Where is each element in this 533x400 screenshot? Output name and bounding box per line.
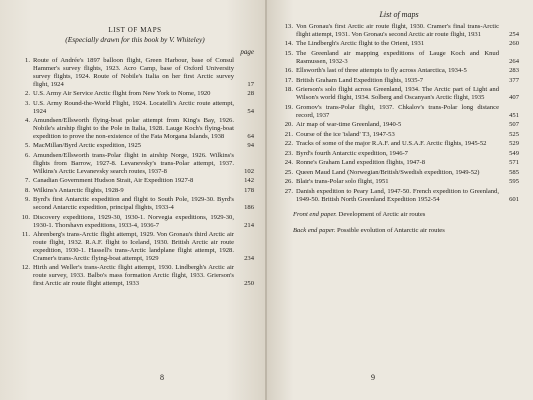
entry-number: 24. xyxy=(284,159,293,167)
entry-number: 3. xyxy=(25,99,30,107)
map-entry xyxy=(279,178,519,186)
entry-number: 16. xyxy=(284,67,293,75)
map-entry xyxy=(279,86,519,102)
entry-page: 451 xyxy=(509,111,519,119)
entry-page: 28 xyxy=(247,90,254,98)
entry-text: Ahrenberg's trans-Arctic flight attempt, 1929. Von Gronau's third Arctic air route flight, 1932. R.A.F. flight to Iceland, 1930. British Arctic air route expedition, 1930-1. Hassell's trans-Arctic landplane flight attempt, 1928. Cramer's trans-Arctic flying-boat attempt, 1929 xyxy=(33,231,234,262)
map-entry xyxy=(16,196,254,212)
entry-page: 260 xyxy=(509,40,519,48)
entry-number: 11. xyxy=(22,231,30,239)
map-entry xyxy=(16,264,254,288)
map-entry xyxy=(279,150,519,158)
map-entry xyxy=(16,152,254,176)
entry-number: 9. xyxy=(25,196,30,204)
entry-number: 8. xyxy=(25,186,30,194)
entry-number: 10. xyxy=(21,213,30,221)
front-end-paper-note xyxy=(293,211,519,219)
map-list-left xyxy=(16,57,254,288)
entry-number: 27. xyxy=(284,187,293,195)
entry-text: Wilkins's Antarctic flights, 1928-9 xyxy=(33,186,124,194)
right-page xyxy=(267,0,533,400)
entry-text: Discovery expeditions, 1929-30, 1930-1. Norvegia expeditions, 1929-30, 1930-1. Thorshavn expeditions, 1933-4, 1936-7 xyxy=(33,213,234,229)
entry-page: 585 xyxy=(509,168,519,176)
map-entry xyxy=(16,100,254,116)
entry-page: 283 xyxy=(509,67,519,75)
entry-page: 254 xyxy=(509,30,519,38)
entry-text: British Graham Land Expedition flights, 1935-7 xyxy=(296,76,424,84)
entry-text: Danish expedition to Peary Land, 1947-50. French expedition to Greenland, 1949-50. British North Greenland Expedition 1952-54 xyxy=(296,187,499,203)
entry-page: 234 xyxy=(244,254,254,262)
entry-number: 7. xyxy=(25,177,30,185)
entry-number: 15. xyxy=(284,49,293,57)
front-end-paper-text: Development of Arctic air routes xyxy=(336,211,426,219)
entry-text: The Greenland air mapping expeditions of Lauge Koch and Knud Rasmussen, 1932-3 xyxy=(296,49,499,65)
map-entry xyxy=(16,187,254,195)
entry-page: 94 xyxy=(247,142,254,150)
entry-page: 571 xyxy=(509,159,519,167)
entry-number: 20. xyxy=(284,121,293,129)
list-title: LIST OF MAPS xyxy=(108,26,162,34)
map-entry xyxy=(16,117,254,141)
map-entry xyxy=(16,214,254,230)
entry-text: Blair's trans-Polar solo flight, 1951 xyxy=(296,178,389,186)
entry-number: 12. xyxy=(21,264,30,272)
back-end-paper-text: Possible evolution of Antarctic air routes xyxy=(335,227,445,235)
left-page xyxy=(0,0,266,400)
entry-page: 529 xyxy=(509,140,519,148)
map-entry xyxy=(16,177,254,185)
entry-number: 14. xyxy=(284,40,293,48)
entry-number: 13. xyxy=(284,23,293,30)
map-entry xyxy=(279,67,519,75)
map-entry xyxy=(279,104,519,120)
entry-page: 264 xyxy=(509,57,519,65)
map-list-right xyxy=(279,23,519,203)
entry-text: Von Gronau's first Arctic air route flight, 1930. Cramer's final trans-Arctic flight attempt, 1931. Von Gronau's second Arctic air route flight, 1931 xyxy=(296,23,499,38)
entry-page: 17 xyxy=(247,80,254,88)
entry-text: Ronne's Graham Land expedition flights, 1947-8 xyxy=(296,159,426,167)
entry-page: 64 xyxy=(247,132,254,140)
entry-number: 22. xyxy=(284,140,293,148)
entry-text: Hirth and Weller's trans-Arctic flight attempt, 1930. Lindbergh's Arctic air route survey, 1933. Balbo's mass formation Arctic flight, 1933. Grierson's first Arctic air route flight attempt, 1933 xyxy=(33,264,234,288)
back-end-paper-note xyxy=(293,227,519,235)
entry-page: 377 xyxy=(509,76,519,84)
front-end-paper-lead: Front end paper. xyxy=(293,211,337,219)
page-column-heading: page xyxy=(240,48,254,56)
map-entry xyxy=(279,121,519,129)
entry-number: 6. xyxy=(25,151,30,159)
entry-text: Ellsworth's last of three attempts to fly across Antarctica, 1934-5 xyxy=(296,67,467,75)
entry-page: 549 xyxy=(509,149,519,157)
entry-text: Route of Andrée's 1897 balloon flight, Green Harbour, base of Consul Hammer's survey flights, 1923. Acro Camp, base of Oxford University survey flights, 1924. Route of Nobile's Italia on her first Arctic survey flight, 1924 xyxy=(33,57,234,88)
page-number-right: 9 xyxy=(371,373,375,382)
entry-text: Byrd's fourth Antarctic expedition, 1946-7 xyxy=(296,149,408,157)
map-entry xyxy=(279,140,519,148)
entry-page: 186 xyxy=(244,204,254,212)
list-subtitle: (Especially drawn for this book by V. Whiteley) xyxy=(65,35,205,44)
entry-text: MacMillan/Byrd Arctic expedition, 1925 xyxy=(33,142,142,150)
map-entry xyxy=(16,142,254,150)
entry-text: U.S. Army Air Service Arctic flight from New York to Nome, 1920 xyxy=(33,90,211,98)
map-entry xyxy=(16,57,254,89)
entry-number: 26. xyxy=(284,178,293,186)
entry-page: 102 xyxy=(244,167,254,175)
entry-text: Grierson's solo flight across Greenland, 1934. The Arctic part of Light and Wilson's world flight, 1934. Solberg and Oscanyan's Arctic flight, 1935 xyxy=(296,86,499,102)
entry-text: Canadian Government Hudson Strait, Air Expedition 1927-8 xyxy=(33,177,194,185)
map-entry xyxy=(279,159,519,167)
entry-number: 5. xyxy=(25,142,30,150)
entry-number: 2. xyxy=(25,90,30,98)
entry-text: Amundsen/Ellsworth flying-boat polar attempt from King's Bay, 1926. Nobile's airship flight to the Pole in Italia, 1928. Lauge Koch's flying-boat expedition to prove the non-existence of the Fata Morgana Islands, 1938 xyxy=(33,117,234,140)
map-entry xyxy=(279,188,519,204)
entry-text: Air map of war-time Greenland, 1940-5 xyxy=(296,121,402,129)
entry-text: Course of the ice 'island' T3, 1947-53 xyxy=(296,130,395,138)
entry-number: 4. xyxy=(25,117,30,125)
back-end-paper-lead: Back end paper. xyxy=(293,227,336,235)
entry-page: 525 xyxy=(509,130,519,138)
entry-number: 25. xyxy=(284,168,293,176)
entry-number: 23. xyxy=(284,149,293,157)
entry-page: 595 xyxy=(509,178,519,186)
entry-number: 1. xyxy=(25,57,30,64)
entry-number: 17. xyxy=(284,76,293,84)
entry-page: 250 xyxy=(244,280,254,288)
entry-number: 19. xyxy=(284,103,293,111)
entry-page: 178 xyxy=(244,186,254,194)
entry-text: The Lindbergh's Arctic flight to the Orient, 1931 xyxy=(296,40,425,48)
map-entry xyxy=(16,90,254,98)
entry-text: Byrd's first Antarctic expedition and flight to South Pole, 1929-30. Byrd's second Antarctic expedition, principal flights, 1933-4 xyxy=(33,196,234,212)
entry-page: 214 xyxy=(244,221,254,229)
map-entry xyxy=(16,231,254,263)
entry-number: 21. xyxy=(284,130,293,138)
entry-text: Gromov's trans-Polar flight, 1937. Chkalov's trans-Polar long distance record, 1937 xyxy=(296,103,499,119)
map-entry xyxy=(279,23,519,39)
map-entry xyxy=(279,50,519,66)
entry-number: 18. xyxy=(284,86,293,94)
entry-text: U.S. Army Round-the-World Flight, 1924. Locatelli's Arctic route attempt, 1924 xyxy=(33,99,234,115)
entry-text: Amundsen/Ellsworth trans-Polar flight in airship Norge, 1926. Wilkins's flights from Barrow, 1927-8. Levanevsky's trans-Polar attempt, 1937. Wilkins's Arctic Levanevsky search routes, 1937-8 xyxy=(33,151,234,175)
entry-page: 142 xyxy=(244,177,254,185)
entry-page: 54 xyxy=(247,107,254,115)
entry-page: 601 xyxy=(509,195,519,203)
map-entry xyxy=(279,77,519,85)
entry-page: 407 xyxy=(509,94,519,102)
running-head: List of maps xyxy=(379,10,419,19)
entry-text: Tracks of some of the major R.A.F. and U.S.A.F. Arctic flights, 1945-52 xyxy=(296,140,487,148)
map-entry xyxy=(279,40,519,48)
entry-page: 507 xyxy=(509,121,519,129)
page-number-left: 8 xyxy=(160,373,164,382)
entry-text: Queen Maud Land (Norwegian/British/Swedish expedition, 1949-52) xyxy=(296,168,480,176)
map-entry xyxy=(279,169,519,177)
map-entry xyxy=(279,131,519,139)
